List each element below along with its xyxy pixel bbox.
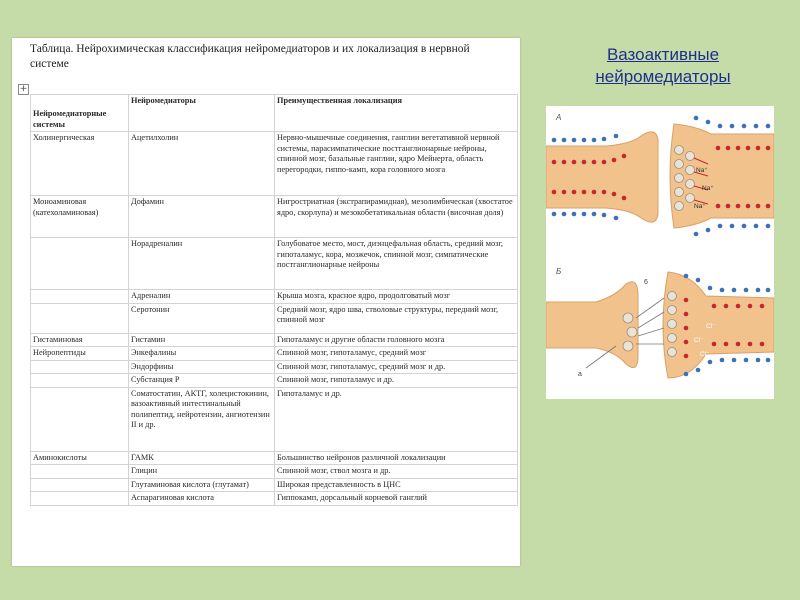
cell-mediator: Энкефалины	[129, 347, 275, 361]
table-row	[31, 238, 518, 290]
postsynaptic-membrane-a	[670, 124, 774, 228]
table-row	[31, 303, 518, 333]
panel-b-label: Б	[556, 267, 562, 276]
cell-system	[31, 303, 129, 333]
cell-localization: Спинной мозг, ствол мозга и др.	[275, 465, 518, 479]
cell-system	[31, 387, 129, 451]
cell-mediator: ГАМК	[129, 451, 275, 465]
cell-mediator: Аспарагиновая кислота	[129, 492, 275, 506]
document-page	[12, 38, 520, 566]
cell-localization: Широкая представленность в ЦНС	[275, 478, 518, 492]
cell-system	[31, 374, 129, 388]
header-localization: Преимущественная локализация	[275, 95, 518, 132]
table-header-row	[31, 95, 518, 132]
table-row	[31, 290, 518, 304]
table-row	[31, 360, 518, 374]
ion-cl-label-1: Cl⁻	[706, 323, 716, 330]
cell-mediator: Эндорфины	[129, 360, 275, 374]
table-row	[31, 374, 518, 388]
cell-system: Аминокислоты	[31, 451, 129, 465]
ion-cl-label-2: Cl⁻	[694, 337, 704, 344]
ion-cl-label-3: Cl⁻	[700, 351, 710, 358]
cell-localization: Крыша мозга, красное ядро, продолговатый мозг	[275, 290, 518, 304]
cell-localization: Гиппокамп, дорсальный корневой ганглий	[275, 492, 518, 506]
cell-system	[31, 360, 129, 374]
cell-system	[31, 478, 129, 492]
table-row	[31, 465, 518, 479]
table-row	[31, 196, 518, 238]
cell-localization: Спинной мозг, гипоталамус и др.	[275, 374, 518, 388]
cell-localization: Спинной мозг, гипоталамус, средний мозг и др.	[275, 360, 518, 374]
cell-system	[31, 238, 129, 290]
table-row	[31, 333, 518, 347]
header-systems: Нейромедиаторные системы	[31, 95, 129, 132]
table-row	[31, 387, 518, 451]
cell-mediator: Глутаминовая кислота (глутамат)	[129, 478, 275, 492]
slide-title-line1: Вазоактивные	[606, 45, 720, 64]
table-caption: Таблица. Нейрохимическая классификация нейромедиаторов и их локализация в нервной системе	[30, 43, 470, 70]
ion-na-label-3: Na⁺	[694, 203, 706, 210]
panel-a-label: А	[556, 113, 562, 122]
cell-mediator: Субстанция Р	[129, 374, 275, 388]
cell-system	[31, 492, 129, 506]
table-row	[31, 347, 518, 361]
table-row	[31, 478, 518, 492]
cell-system	[31, 465, 129, 479]
synapse-diagram	[546, 106, 774, 399]
ion-na-label-2: Na⁺	[702, 185, 714, 192]
cell-system: Гистаминовая	[31, 333, 129, 347]
cell-mediator: Серотонин	[129, 303, 275, 333]
table-anchor-icon[interactable]: +	[19, 84, 28, 94]
neurotransmitter-table	[30, 94, 518, 506]
cell-localization: Большинство нейронов различной локализации	[275, 451, 518, 465]
table-row	[31, 132, 518, 196]
cell-system: Моноаминовая (катехоламиновая)	[31, 196, 129, 238]
label-6: 6	[644, 279, 648, 286]
label-a: а	[578, 371, 582, 378]
table-row	[31, 492, 518, 506]
slide-title-line2: нейромедиаторы	[595, 67, 731, 86]
cell-localization: Гипоталамус и др.	[275, 387, 518, 451]
cell-system: Холинергическая	[31, 132, 129, 196]
cell-localization: Нервно-мышечные соединения, ганглии вегетативной нервной системы, парасимпатические постганглионарные нейроны, спинной мозг, базальные ганглии, ядро Мейнерта, область перегородки, гиппо-камп, кора головного мозга	[275, 132, 518, 196]
cell-mediator: Ацетилхолин	[129, 132, 275, 196]
cell-mediator: Дофамин	[129, 196, 275, 238]
slide-title[interactable]	[548, 44, 778, 88]
cell-system	[31, 290, 129, 304]
cell-mediator: Адреналин	[129, 290, 275, 304]
ion-na-label-1: Na⁺	[696, 167, 708, 174]
cell-mediator: Соматостатин, АКТГ, холецистокинин, вазоактивный интестинальный полипептид, нейротензин, ангиотензин II и др.	[129, 387, 275, 451]
table-row	[31, 451, 518, 465]
cell-localization: Гипоталамус и другие области головного мозга	[275, 333, 518, 347]
cell-system: Нейропептиды	[31, 347, 129, 361]
cell-mediator: Норадреналин	[129, 238, 275, 290]
cell-localization: Нигростриатная (экстрапирамидная), мезолимбическая (хвостатое ядро, скорлупа) и мезокобетатикальная области (височная доля)	[275, 196, 518, 238]
cell-localization: Голубоватое место, мост, диэнцефальная область, средний мозг, гипоталамус, кора, мозжечок, спинной мозг, симпатические постганглионарные нейроны	[275, 238, 518, 290]
cell-localization: Спинной мозг, гипоталамус, средний мозг	[275, 347, 518, 361]
cell-mediator: Гистамин	[129, 333, 275, 347]
synapse-figure	[546, 106, 774, 399]
header-mediators: Нейромедиаторы	[129, 95, 275, 132]
cell-localization: Средний мозг, ядро шва, стволовые структуры, передний мозг, спинной мозг	[275, 303, 518, 333]
cell-mediator: Глицин	[129, 465, 275, 479]
